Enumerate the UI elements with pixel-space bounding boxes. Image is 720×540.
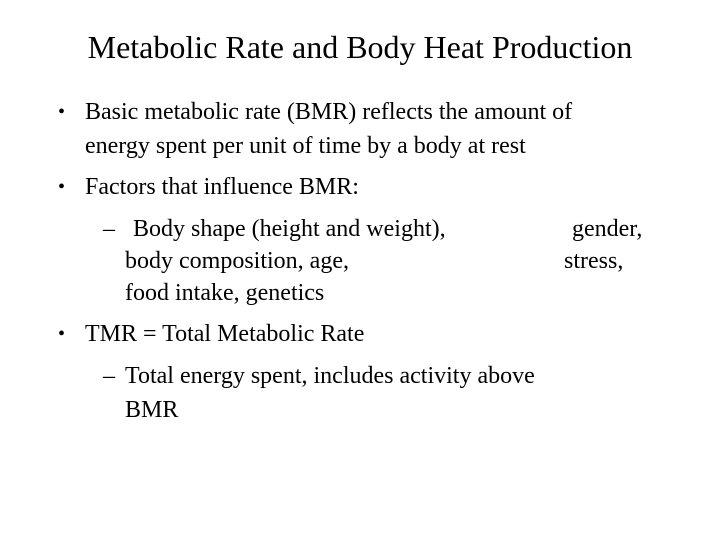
sub-bullet-2-segment-5: food intake, genetics (125, 280, 325, 306)
bullet-1-line-2: energy spent per unit of time by a body at rest (85, 133, 526, 159)
sub-bullet-3-line-2: BMR (125, 397, 179, 423)
sub-bullet-2-segment-4: stress, (564, 248, 624, 274)
sub-bullet-dash-icon: – (103, 216, 115, 242)
bullet-icon: • (58, 101, 66, 123)
bullet-3-line-1: TMR = Total Metabolic Rate (85, 321, 365, 347)
bullet-1-line-1: Basic metabolic rate (BMR) reflects the amount of (85, 99, 573, 125)
slide-title: Metabolic Rate and Body Heat Production (87, 29, 633, 65)
bullet-2-line-1: Factors that influence BMR: (85, 174, 359, 200)
sub-bullet-2-segment-2: gender, (572, 216, 643, 242)
sub-bullet-dash-icon: – (103, 363, 115, 389)
sub-bullet-3-line-1: Total energy spent, includes activity above (125, 363, 535, 389)
bullet-icon: • (58, 176, 66, 198)
sub-bullet-2-segment-1: Body shape (height and weight), (133, 216, 446, 242)
sub-bullet-2-segment-3: body composition, age, (125, 248, 349, 274)
bullet-icon: • (58, 323, 66, 345)
